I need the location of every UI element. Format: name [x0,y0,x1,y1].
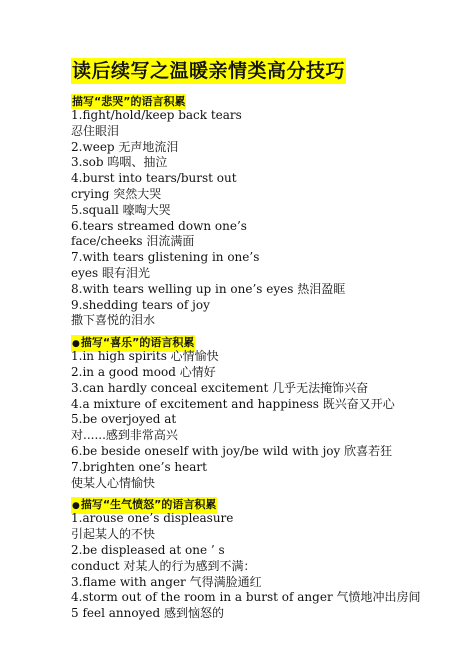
phrase-line: conduct 对某人的行为感到不满： [71,558,256,573]
bullet-icon: ● [72,501,80,512]
sections-container [71,90,421,622]
phrase-line: 使某人心情愉快 [71,475,156,490]
phrase-line: 对......感到非常高兴 [71,428,178,443]
phrase-line: face/cheeks 泪流满面 [71,234,195,249]
phrase-line: 5.be overjoyed at [71,412,177,427]
section-heading-row [71,493,411,510]
phrase-line: 5 feel annoyed 感到恼怒的 [71,606,224,621]
phrase-line: 4.burst into tears/burst out [71,171,237,186]
phrase-line: 2.weep 无声地流泪 [71,139,179,154]
section-heading-row [71,331,411,348]
title-row [71,58,411,88]
section-heading-text: 描写“悲哭”的语言积累 [72,95,186,108]
document-title: 读后续写之温暖亲情类高分技巧 [72,60,346,82]
section-heading [71,94,186,109]
phrase-line: crying 突然大哭 [71,186,162,201]
phrase-line: 忍住眼泪 [71,123,120,138]
phrase-line: 7.with tears glistening in one’s [71,250,260,265]
phrase-line: 6.tears streamed down one’s [71,218,247,233]
phrase-line: 7.brighten one’s heart [71,459,207,474]
phrase-line: 5.squall 嚎啕大哭 [71,202,171,217]
phrase-line: 3.can hardly conceal excitement 几乎无法掩饰兴奋 [71,380,369,395]
document-page [71,58,421,622]
phrase-line: 2.be displeased at one ’ s [71,542,225,557]
phrase-line: 引起某人的不快 [71,527,156,542]
phrase-line: 4.a mixture of excitement and happiness 既兴奋又开心 [71,396,395,411]
phrase-line: 1.fight/hold/keep back tears [71,108,242,122]
section-heading-row [71,90,411,107]
phrase-line: 4.storm out of the room in a burst of anger 气愤地冲出房间 [71,590,421,605]
phrase-line: 9.shedding tears of joy [71,297,210,312]
phrase-line: 撒下喜悦的泪水 [71,313,156,328]
bullet-icon: ● [72,339,80,350]
phrase-line: 3.sob 呜咽、抽泣 [71,155,168,170]
phrase-line: 2.in a good mood 心情好 [71,364,216,379]
phrase-line: eyes 眼有泪光 [71,265,150,280]
phrase-line: 3.flame with anger 气得满脸通红 [71,574,262,589]
section-heading-text: 描写“生气愤怒”的语言积累 [80,498,217,512]
phrase-line: 1.in high spirits 心情愉快 [71,349,219,364]
phrase-line: 8.with tears welling up in one’s eyes 热泪盈眶 [71,281,346,296]
section-heading-text: 描写“喜乐”的语言积累 [80,336,195,350]
phrase-line: 1.arouse one’s displeasure [71,511,234,526]
phrase-line: 6.be beside oneself with joy/be wild with joy 欣喜若狂 [71,443,393,458]
